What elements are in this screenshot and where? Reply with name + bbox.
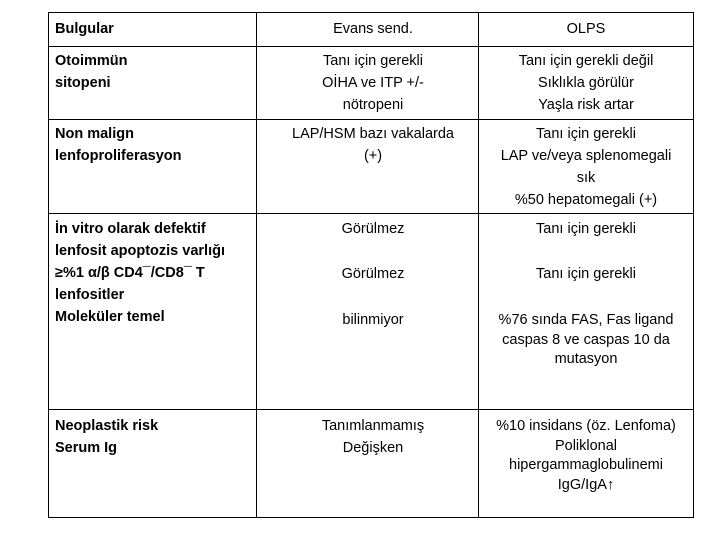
evans-nonmalign: LAP/HSM bazı vakalarda (+) bbox=[292, 126, 454, 164]
header-findings: Bulgular bbox=[55, 21, 114, 37]
row-label-nonmalign: Non malign lenfoproliferasyon bbox=[55, 126, 182, 164]
evans-molecular: bilinmiyor bbox=[342, 312, 404, 328]
row-label-neoplastik: Neoplastik risk Serum Ig bbox=[55, 418, 159, 456]
evans-otoimmun: Tanı için gerekli OİHA ve ITP +/- nötropeni bbox=[322, 53, 424, 113]
comparison-table bbox=[48, 12, 694, 518]
column-divider bbox=[256, 13, 257, 517]
header-olps: OLPS bbox=[566, 21, 606, 37]
evans-cd4-cd8: Görülmez bbox=[341, 266, 405, 282]
row-divider bbox=[49, 409, 693, 410]
olps-nonmalign: Tanı için gerekli LAP ve/veya splenomegali sık %50 hepatomegali (+) bbox=[500, 126, 672, 208]
olps-neoplastik: %10 insidans (öz. Lenfoma) Poliklonal hipergammaglobulinemi IgG/IgA↑ bbox=[496, 418, 676, 493]
olps-apoptosis: Tanı için gerekli bbox=[536, 221, 636, 237]
olps-otoimmun: Tanı için gerekli değil Sıklıkla görülür Yaşla risk artar bbox=[518, 53, 654, 113]
row-label-invitro: İn vitro olarak defektif lenfosit apoptozis varlığı ≥%1 α/β CD4¯/CD8¯ T lenfositler Moleküler temel bbox=[55, 221, 225, 325]
evans-neoplastik: Tanımlanmamış Değişken bbox=[321, 418, 425, 456]
header-evans: Evans send. bbox=[333, 21, 413, 37]
row-divider bbox=[49, 46, 693, 47]
row-divider bbox=[49, 213, 693, 214]
row-label-otoimmun: Otoimmün sitopeni bbox=[55, 53, 128, 91]
olps-molecular: %76 sında FAS, Fas ligand caspas 8 ve caspas 10 da mutasyon bbox=[498, 312, 674, 367]
olps-cd4-cd8: Tanı için gerekli bbox=[536, 266, 636, 282]
evans-apoptosis: Görülmez bbox=[341, 221, 405, 237]
row-divider bbox=[49, 119, 693, 120]
